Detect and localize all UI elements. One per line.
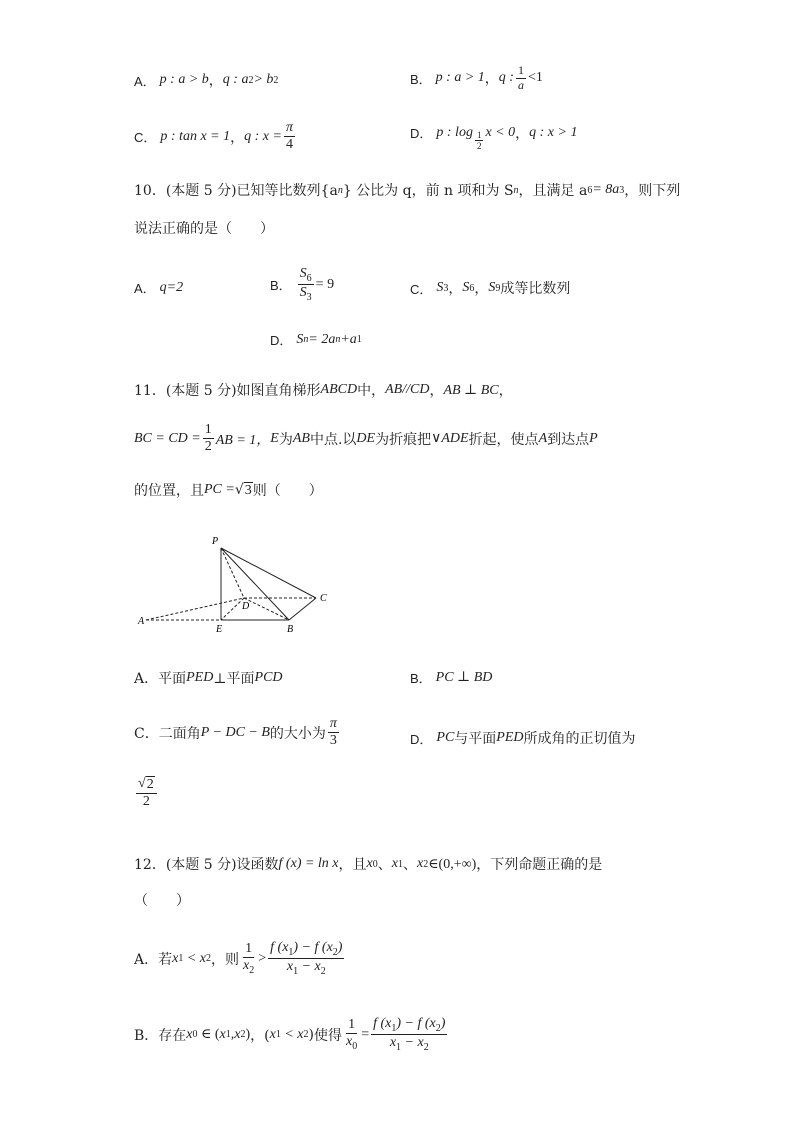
q11-c-fraction: $\frac{\pi}{3}$ <box>329 716 337 749</box>
fig-edge-pc <box>221 548 316 598</box>
q12-option-a: A．若 x 1 < x 2 ，则 $\frac{1}{x_2}$ > $\frac{f (x_1) - f (x_2)}{x_1 - x_2}$ <box>134 940 343 978</box>
sqrt-3: √ 3 <box>234 481 252 498</box>
q9-option-d: D． p : log $\frac{1}{2}$ x < 0 ， q : x > 1 <box>410 124 578 152</box>
q12-option-b: B．存在 x 0 ∈ ( x 1 , x 2 ) ，( x 1 < x 2 ) 使得 $\frac{1}{x_0}$ = $\frac{f (x_1) - f (x_2)}{x_1 - x_2}$ <box>134 1016 446 1054</box>
q10-option-b: B． $\frac{S_6}{S_3}$ = 9 <box>270 266 335 304</box>
fig-edge-de <box>221 598 244 620</box>
fig-label-a: A <box>138 616 145 627</box>
q10-option-c: C． S 3 ， S 6 ， S 9 成等比数列 <box>410 280 571 297</box>
q10-stem-line1: 10．(本题 5 分)已知等比数列{a n } 公比为 q，前 n 项和为 S n ，且满足 a 6 = 8a 3 ，则下列 <box>134 182 681 199</box>
fig-edge-db <box>244 598 289 620</box>
q11-option-a: A．平面 PED ⊥平面 PCD <box>134 670 283 687</box>
q9-a-p: p : a > b <box>159 72 209 87</box>
q9-option-c: C． p : tan x = 1 ， q : x = $\frac{\pi}{4}$ <box>134 120 293 153</box>
q11-stem-line3: 的位置，且 PC = √ 3 则（ ） <box>134 481 323 499</box>
q11-stem-line1: 11．(本题 5 分)如图直角梯形 ABCD 中， AB//CD ， AB ⊥ BC ， <box>134 382 513 399</box>
q11-option-b: B． PC ⊥ BD <box>410 670 493 686</box>
fig-label-e: E <box>216 624 223 635</box>
q9-d-log-base: $\frac{1}{2}$ <box>476 130 482 152</box>
fig-label-b: B <box>287 624 294 635</box>
fig-edge-bc <box>289 598 316 620</box>
q9-option-b: B． p : a > 1 ， q : $\frac{1}{a}$ <1 <box>410 63 543 92</box>
fig-edge-pd <box>221 548 244 598</box>
q10-b-fraction: $\frac{S_6}{S_3}$ <box>299 266 312 304</box>
q12-stem-line1: 12．(本题 5 分)设函数 f (x) = ln x ，且 x 0 、 x 1 、 x 2 ∈(0,+∞) ，下列命题正确的是 <box>134 856 603 873</box>
fig-label-p: P <box>212 536 219 547</box>
q9-a-q: q : a <box>222 72 249 87</box>
q9-option-a: A． p : a > b ， q : a 2 > b 2 <box>134 72 279 89</box>
fig-label-d: D <box>242 601 250 612</box>
q9-b-fraction: $\frac{1}{a}$ <box>517 63 524 92</box>
q11-stem-line2: BC = CD = $\frac{1}{2}$ AB = 1， E 为 AB 中点.以 DE 为折痕把 ∨ADE 折起，使点 A 到达点 P <box>134 422 598 455</box>
q11-figure <box>134 530 344 640</box>
q11-option-d: D． PC 与平面 PED 所成角的正切值为 <box>410 730 636 747</box>
fig-edge-ad <box>146 598 244 620</box>
q10-stem-line2: 说法正确的是（ ） <box>134 221 274 237</box>
q9-c-fraction: $\frac{\pi}{4}$ <box>285 120 293 153</box>
fig-label-c: C <box>320 593 327 604</box>
q12-stem-line2: （ ） <box>134 893 190 909</box>
q10-option-a: A． q=2 <box>134 279 184 296</box>
q11-d-value: √ 2 2 <box>134 776 159 810</box>
q11-option-c: C．二面角 P − DC − B 的大小为 $\frac{\pi}{3}$ <box>134 716 337 749</box>
fig-edge-pb <box>221 548 289 620</box>
q10-option-d: D． S n = 2a n +a 1 <box>270 331 362 348</box>
